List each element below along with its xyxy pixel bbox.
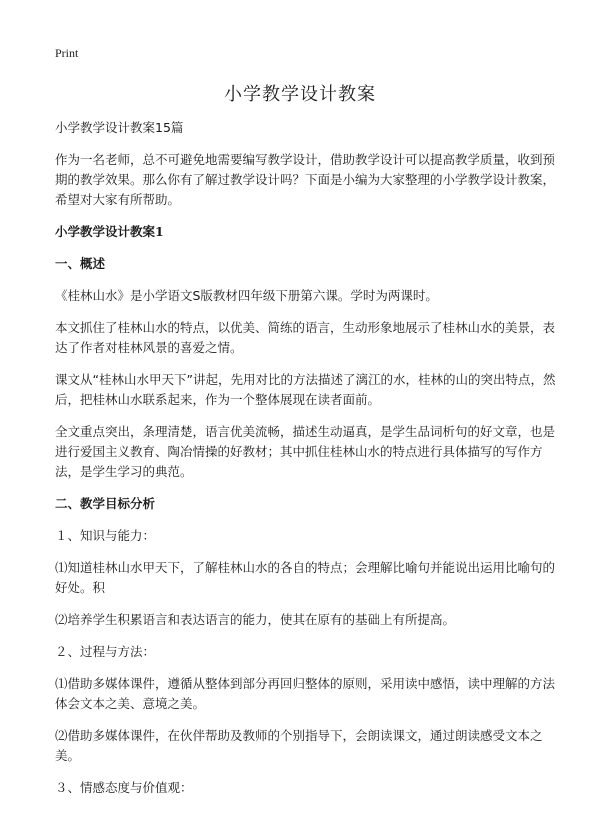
overview-heading: 一、概述: [55, 256, 106, 271]
overview-paragraph: 全文重点突出，条理清楚，语言优美流畅，描述生动逼真，是学生品词析句的好文章，也是进行爱国主义教育、陶冶情操的好教材；其中抓住桂林山水的特点进行具体描写的写作方法，是学生学习的典范。: [55, 424, 556, 479]
document-body: [55, 118, 560, 810]
overview-paragraph: 《桂林山水》是小学语文S版教材四年级下册第六课。学时为两课时。: [55, 288, 438, 303]
goal-item: ⑵培养学生积累语言和表达语言的能力，使其在原有的基础上有所提高。: [55, 612, 456, 627]
goal-subheading: ２、过程与方法：: [55, 644, 156, 659]
goal-subheading: １、知识与能力：: [55, 528, 156, 543]
overview-paragraph: 本文抓住了桂林山水的特点，以优美、简练的语言，生动形象地展示了桂林山水的美景，表达了作者对桂林风景的喜爱之情。: [55, 320, 556, 355]
document-subtitle: 小学教学设计教案15篇: [55, 120, 184, 135]
intro-paragraph: 作为一名老师，总不可避免地需要编写教学设计，借助教学设计可以提高教学质量，收到预期的教学效果。那么你有了解过教学设计吗？下面是小编为大家整理的小学教学设计教案，希望对大家有所帮助。: [55, 152, 556, 207]
section-heading: 小学教学设计教案1: [55, 224, 164, 239]
print-link[interactable]: Print: [55, 46, 79, 60]
goal-item: ⑴借助多媒体课件，遵循从整体到部分再回归整体的原则，采用读中感悟，读中理解的方法体会文本之美、意境之美。: [55, 676, 556, 711]
goal-subheading: ３、情感态度与价值观：: [55, 780, 193, 795]
goals-heading: 二、教学目标分析: [55, 496, 156, 511]
overview-paragraph: 课文从“桂林山水甲天下”讲起，先用对比的方法描述了漓江的水，桂林的山的突出特点，然后，把桂林山水联系起来，作为一个整体展现在读者面前。: [55, 372, 556, 407]
document-title: 小学教学设计教案: [224, 84, 376, 105]
goal-item: ⑴知道桂林山水甲天下，了解桂林山水的各自的特点；会理解比喻句并能说出运用比喻句的好处。积: [55, 560, 556, 595]
goal-item: ⑵借助多媒体课件，在伙伴帮助及教师的个别指导下，会朗读课文，通过朗读感受文本之美。: [55, 728, 543, 763]
